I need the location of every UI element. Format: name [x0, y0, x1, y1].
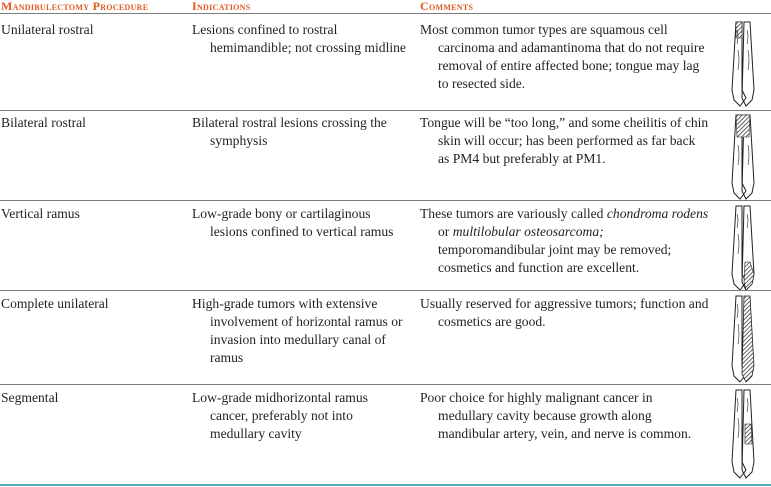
row-divider-3 [0, 290, 771, 291]
row-5-comments: Poor choice for highly malignant cancer in medullary cavity because growth along mandibular artery, vein, and nerve is common. [420, 390, 692, 441]
mandible-unilateral-rostral-icon [714, 20, 770, 108]
row-5-procedure: Segmental [1, 390, 59, 405]
header-rule [0, 13, 771, 14]
row-1-indications: Lesions confined to rostral hemimandible; not crossing midline [192, 22, 406, 55]
row-3-comments-part-1: These tumors are variously called [420, 206, 607, 221]
mandible-segmental-icon [714, 388, 770, 480]
row-2-comments: Tongue will be “too long,” and some cheilitis of chin skin will occur; has been performed as far back as PM4 but preferably at PM1. [420, 115, 709, 166]
row-3-comments-part-2: or [438, 224, 453, 239]
row-4-indications: High-grade tumors with extensive involvement of horizontal ramus or invasion into medullary canal of ramus [192, 296, 403, 365]
row-2-indications: Bilateral rostral lesions crossing the symphysis [192, 115, 387, 148]
row-4-comments: Usually reserved for aggressive tumors; function and cosmetics are good. [420, 296, 709, 329]
row-1-procedure: Unilateral rostral [1, 22, 94, 37]
mandible-complete-unilateral-icon [714, 294, 770, 384]
header-comments: Comments [420, 0, 474, 13]
row-3-indications: Low-grade bony or cartilaginous lesions confined to vertical ramus [192, 206, 394, 239]
mandible-bilateral-rostral-icon [714, 113, 770, 201]
row-4-procedure: Complete unilateral [1, 296, 109, 311]
table-bottom-rule [0, 484, 771, 486]
row-1-comments: Most common tumor types are squamous cell carcinoma and adamantinoma that do not require removal of entire affected bone; tongue may lag to resected side. [420, 22, 705, 91]
header-procedure: Mandibulectomy Procedure [1, 0, 149, 13]
row-3-comments [420, 205, 710, 277]
row-3-comments-part-3: temporomandibular joint may be removed; cosmetics and function are excellent. [438, 242, 672, 275]
row-3-comments-term-1: chondroma rodens [606, 206, 709, 221]
row-5-indications: Low-grade midhorizontal ramus cancer, preferably not into medullary cavity [192, 390, 368, 441]
row-divider-4 [0, 384, 771, 385]
row-divider-1 [0, 110, 771, 111]
row-3-comments-term-2: multilobular osteosarcoma; [452, 224, 604, 239]
row-divider-2 [0, 200, 771, 201]
header-indications: Indications [192, 0, 251, 13]
mandible-vertical-ramus-icon [714, 204, 770, 292]
row-3-procedure: Vertical ramus [1, 206, 80, 221]
row-2-procedure: Bilateral rostral [1, 115, 86, 130]
